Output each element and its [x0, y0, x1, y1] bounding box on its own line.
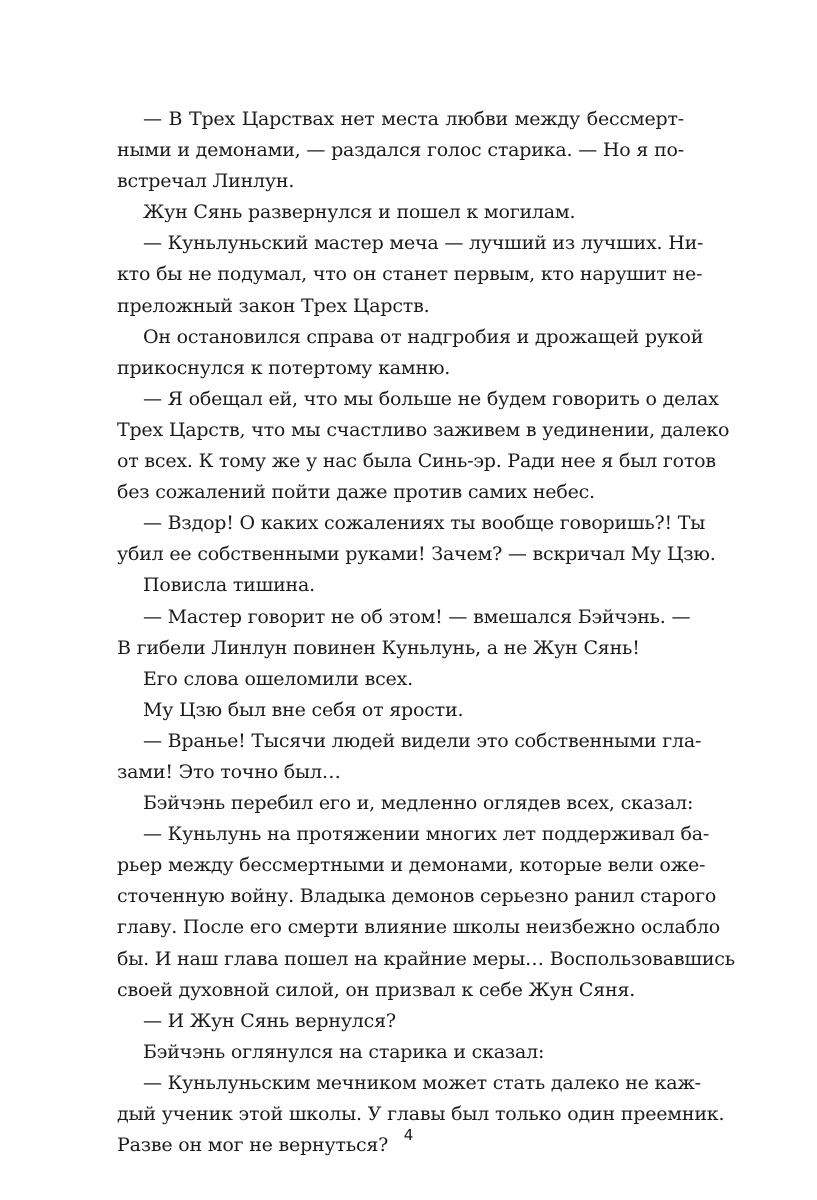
text-line: — Я обещал ей, что мы больше не будем говорить о делах: [143, 387, 719, 410]
text-line: убил ее собственными руками! Зачем? — вскричал Му Цзю.: [117, 543, 716, 566]
text-line: ными и демонами, — раздался голос старика. — Но я по-: [117, 139, 684, 162]
text-line: Бэйчэнь перебил его и, медленно оглядев всех, сказал:: [143, 792, 694, 815]
text-line: Его слова ошеломили всех.: [143, 667, 413, 690]
text-line: главу. После его смерти влияние школы неизбежно ослабло: [117, 916, 720, 939]
text-line: встречал Линлун.: [117, 170, 295, 193]
text-line: прикоснулся к потертому камню.: [117, 356, 451, 379]
text-line: — Вздор! О каких сожалениях ты вообще говоришь?! Ты: [143, 512, 706, 535]
text-line: Разве он мог не вернуться?: [117, 1134, 389, 1157]
body-text: [117, 104, 735, 1161]
text-line: — Мастер говорит не об этом! — вмешался Бэйчэнь. —: [143, 605, 691, 628]
text-line: дый ученик этой школы. У главы был только один преемник.: [117, 1103, 725, 1125]
text-line: — Куньлуньским мечником может стать далеко не каж-: [143, 1071, 701, 1094]
text-line: — Вранье! Тысячи людей видели это собственными гла-: [143, 729, 702, 752]
text-line: сточенную войну. Владыка демонов серьезно ранил старого: [117, 885, 717, 908]
text-line: Жун Сянь развернулся и пошел к могилам.: [143, 201, 576, 224]
text-line: Повисла тишина.: [143, 574, 315, 597]
text-line: без сожалений пойти даже против самих небес.: [117, 481, 595, 504]
text-line: преложный закон Трех Царств.: [117, 294, 430, 317]
text-line: зами! Это точно был…: [117, 760, 341, 783]
text-line: — Куньлуньский мастер меча — лучший из лучших. Ни-: [143, 232, 704, 255]
text-line: В гибели Линлун повинен Куньлунь, а не Жун Сянь!: [117, 636, 640, 659]
text-line: — И Жун Сянь вернулся?: [143, 1009, 396, 1032]
text-line: — Куньлунь на протяжении многих лет поддерживал ба-: [143, 823, 710, 846]
text-line: Бэйчэнь оглянулся на старика и сказал:: [143, 1040, 545, 1063]
text-line: Он остановился справа от надгробия и дрожащей рукой: [143, 325, 704, 348]
text-line: своей духовной силой, он призвал к себе Жун Сяня.: [117, 978, 636, 1001]
text-line: кто бы не подумал, что он станет первым, кто нарушит не-: [117, 263, 703, 286]
text-line: Му Цзю был вне себя от ярости.: [143, 698, 464, 721]
text-line: рьер между бессмертными и демонами, которые вели оже-: [117, 854, 706, 877]
text-line: — В Трех Царствах нет места любви между бессмерт-: [143, 108, 684, 130]
page-number: 4: [403, 1126, 414, 1144]
text-line: Трех Царств, что мы счастливо заживем в уединении, далеко: [117, 418, 730, 441]
text-line: от всех. К тому же у нас была Синь-эр. Ради нее я был готов: [117, 450, 716, 473]
text-line: бы. И наш глава пошел на крайние меры… Воспользовавшись: [117, 947, 735, 970]
